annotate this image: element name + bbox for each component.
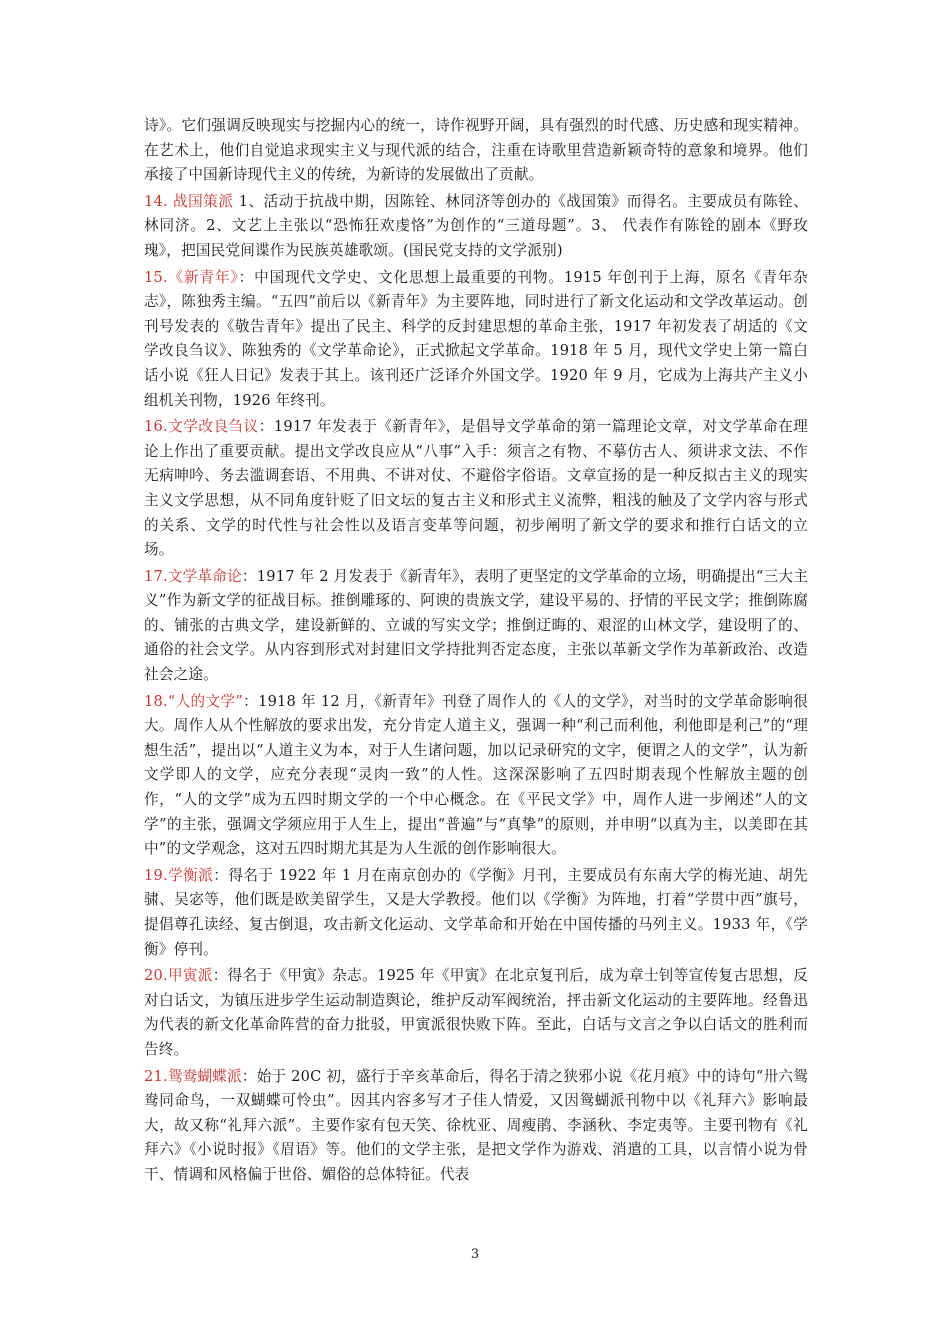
term-label: 21.鸳鸯蝴蝶派	[144, 1067, 242, 1085]
paragraph-text: ：得名于 1922 年 1 月在南京创办的《学衡》月刊，主要成员有东南大学的梅光迪、胡先骕、吴宓等，他们既是欧美留学生，又是大学教授。他们以《学衡》为阵地，打着“学贯中西”旗号，提倡尊孔读经、复古倒退，攻击新文化运动、文学革命和开始在中国传播的马列主义。1933 年，《学衡》停刊。	[144, 866, 808, 958]
paragraph-text: ：得名于《甲寅》杂志。1925 年《甲寅》在北京复刊后，成为章士钊等宣传复古思想，反对白话文，为镇压进步学生运动制造舆论，维护反动军阀统治，抨击新文化运动的主要阵地。经鲁迅为代表的新文化革命阵营的奋力批驳，甲寅派很快败下阵。至此，白话与文言之争以白话文的胜利而告终。	[144, 967, 808, 1058]
paragraph-wenxue-gailiang	[144, 415, 808, 563]
paragraph-xinqingnian	[144, 266, 808, 414]
paragraph-ren-de-wenxue	[144, 690, 808, 862]
paragraph-continuation	[144, 114, 808, 188]
paragraph-xueheng	[144, 864, 808, 962]
term-label: 16.文学改良刍议	[144, 418, 259, 436]
paragraph-zhanguoce	[144, 190, 808, 264]
term-label: 14. 战国策派	[144, 192, 234, 210]
paragraph-wenxue-geming	[144, 565, 808, 688]
paragraph-jiayin	[144, 964, 808, 1062]
paragraph-text: 1、活动于抗战中期，因陈铨、林同济等创办的《战国策》而得名。主要成员有陈铨、林同济。2、文艺上主张以“恐怖狂欢虔恪”为创作的“三道母题”。3、 代表作有陈铨的剧本《野玫瑰》，把国民党间谍作为民族英雄歌颂。(国民党支持的文学派别)	[144, 192, 808, 259]
paragraph-text: ：1917 年发表于《新青年》，是倡导文学革命的第一篇理论文章，对文学革命在理论上作出了重要贡献。提出文学改良应从“八事”入手：须言之有物、不摹仿古人、须讲求文法、不作无病呻吟、务去滥调套语、不用典、不讲对仗、不避俗字俗语。文章宣扬的是一种反拟古主义的现实主义文学思想，从不同角度针贬了旧文坛的复古主义和形式主义流弊，粗浅的触及了文学内容与形式的关系、文学的时代性与社会性以及语言变革等问题，初步阐明了新文学的要求和推行白话文的立场。	[144, 418, 808, 559]
paragraph-text: ：中国现代文学史、文化思想上最重要的刊物。1915 年创刊于上海，原名《青年杂志》，陈独秀主编。“五四”前后以《新青年》为主要阵地，同时进行了新文化运动和文学改革运动。创刊号发表的《敬告青年》提出了民主、科学的反封建思想的革命主张，1917 年初发表了胡适的《文学改良刍议》、陈独秀的《文学革命论》，正式掀起文学革命。1918 年 5 月，现代文学史上第一篇白话小说《狂人日记》发表于其上。该刊还广泛译介外国文学。1920 年 9 月，它成为上海共产主义小组机关刊物，1926 年终刊。	[144, 268, 808, 409]
paragraph-text: 诗》。它们强调反映现实与挖掘内心的统一，诗作视野开阔，具有强烈的时代感、历史感和现实精神。在艺术上，他们自觉追求现实主义与现代派的结合，注重在诗歌里营造新颖奇特的意象和境界。他们承接了中国新诗现代主义的传统，为新诗的发展做出了贡献。	[144, 117, 808, 184]
paragraph-text: ：1917 年 2 月发表于《新青年》，表明了更坚定的文学革命的立场，明确提出“三大主义”作为新文学的征战目标。推倒雕琢的、阿谀的贵族文学，建设平易的、抒情的平民文学；推倒陈腐的、铺张的古典文学，建设新鲜的、立诚的写实文学；推倒迂晦的、艰涩的山林文学，建设明了的、通俗的社会文学。从内容到形式对封建旧文学持批判否定态度，主张以革新文学作为革新政治、改造社会之途。	[144, 567, 809, 684]
term-label: 20.甲寅派	[144, 967, 213, 985]
page-body	[144, 114, 808, 1190]
term-label: 19.学衡派	[144, 866, 214, 884]
paragraph-text: ：1918 年 12 月，《新青年》刊登了周作人的《人的文学》，对当时的文学革命影响很大。周作人从个性解放的要求出发，充分肯定人道主义，强调一种“利己而利他，利他即是利己”的“理想生活”，提出以“人道主义为本，对于人生诸问题，加以记录研究的文字，便谓之人的文学”，认为新文学即人的文学，应充分表现“灵肉一致”的人性。这深深影响了五四时期表现个性解放主题的创作，“人的文学”成为五四时期文学的一个中心概念。在《平民文学》中，周作人进一步阐述“人的文学”的主张，强调文学须应用于人生上，提出“普遍”与“真挚”的原则，并申明“以真为主，以美即在其中”的文学观念，这对五四时期尤其是为人生派的创作影响很大。	[144, 692, 808, 858]
term-label: 17.文学革命论	[144, 567, 242, 585]
term-label: 15.《新青年》	[144, 268, 239, 286]
page-number: 3	[470, 1247, 480, 1262]
paragraph-text: ：始于 20C 初，盛行于辛亥革命后，得名于清之狭邪小说《花月痕》中的诗句“卅六鸳鸯同命鸟，一双蝴蝶可怜虫”。因其内容多写才子佳人情爱，又因鸳蝴派刊物中以《礼拜六》影响最大，故又称“礼拜六派”。主要作家有包天笑、徐枕亚、周瘦鹃、李涵秋、李定夷等。主要刊物有《礼拜六》《小说时报》《眉语》等。他们的文学主张，是把文学作为游戏、消遣的工具，以言情小说为骨干、情调和风格偏于世俗、媚俗的总体特征。代表	[144, 1067, 808, 1183]
term-label: 18.“人的文学”	[144, 692, 244, 710]
paragraph-yuanyang-hudie	[144, 1065, 808, 1188]
